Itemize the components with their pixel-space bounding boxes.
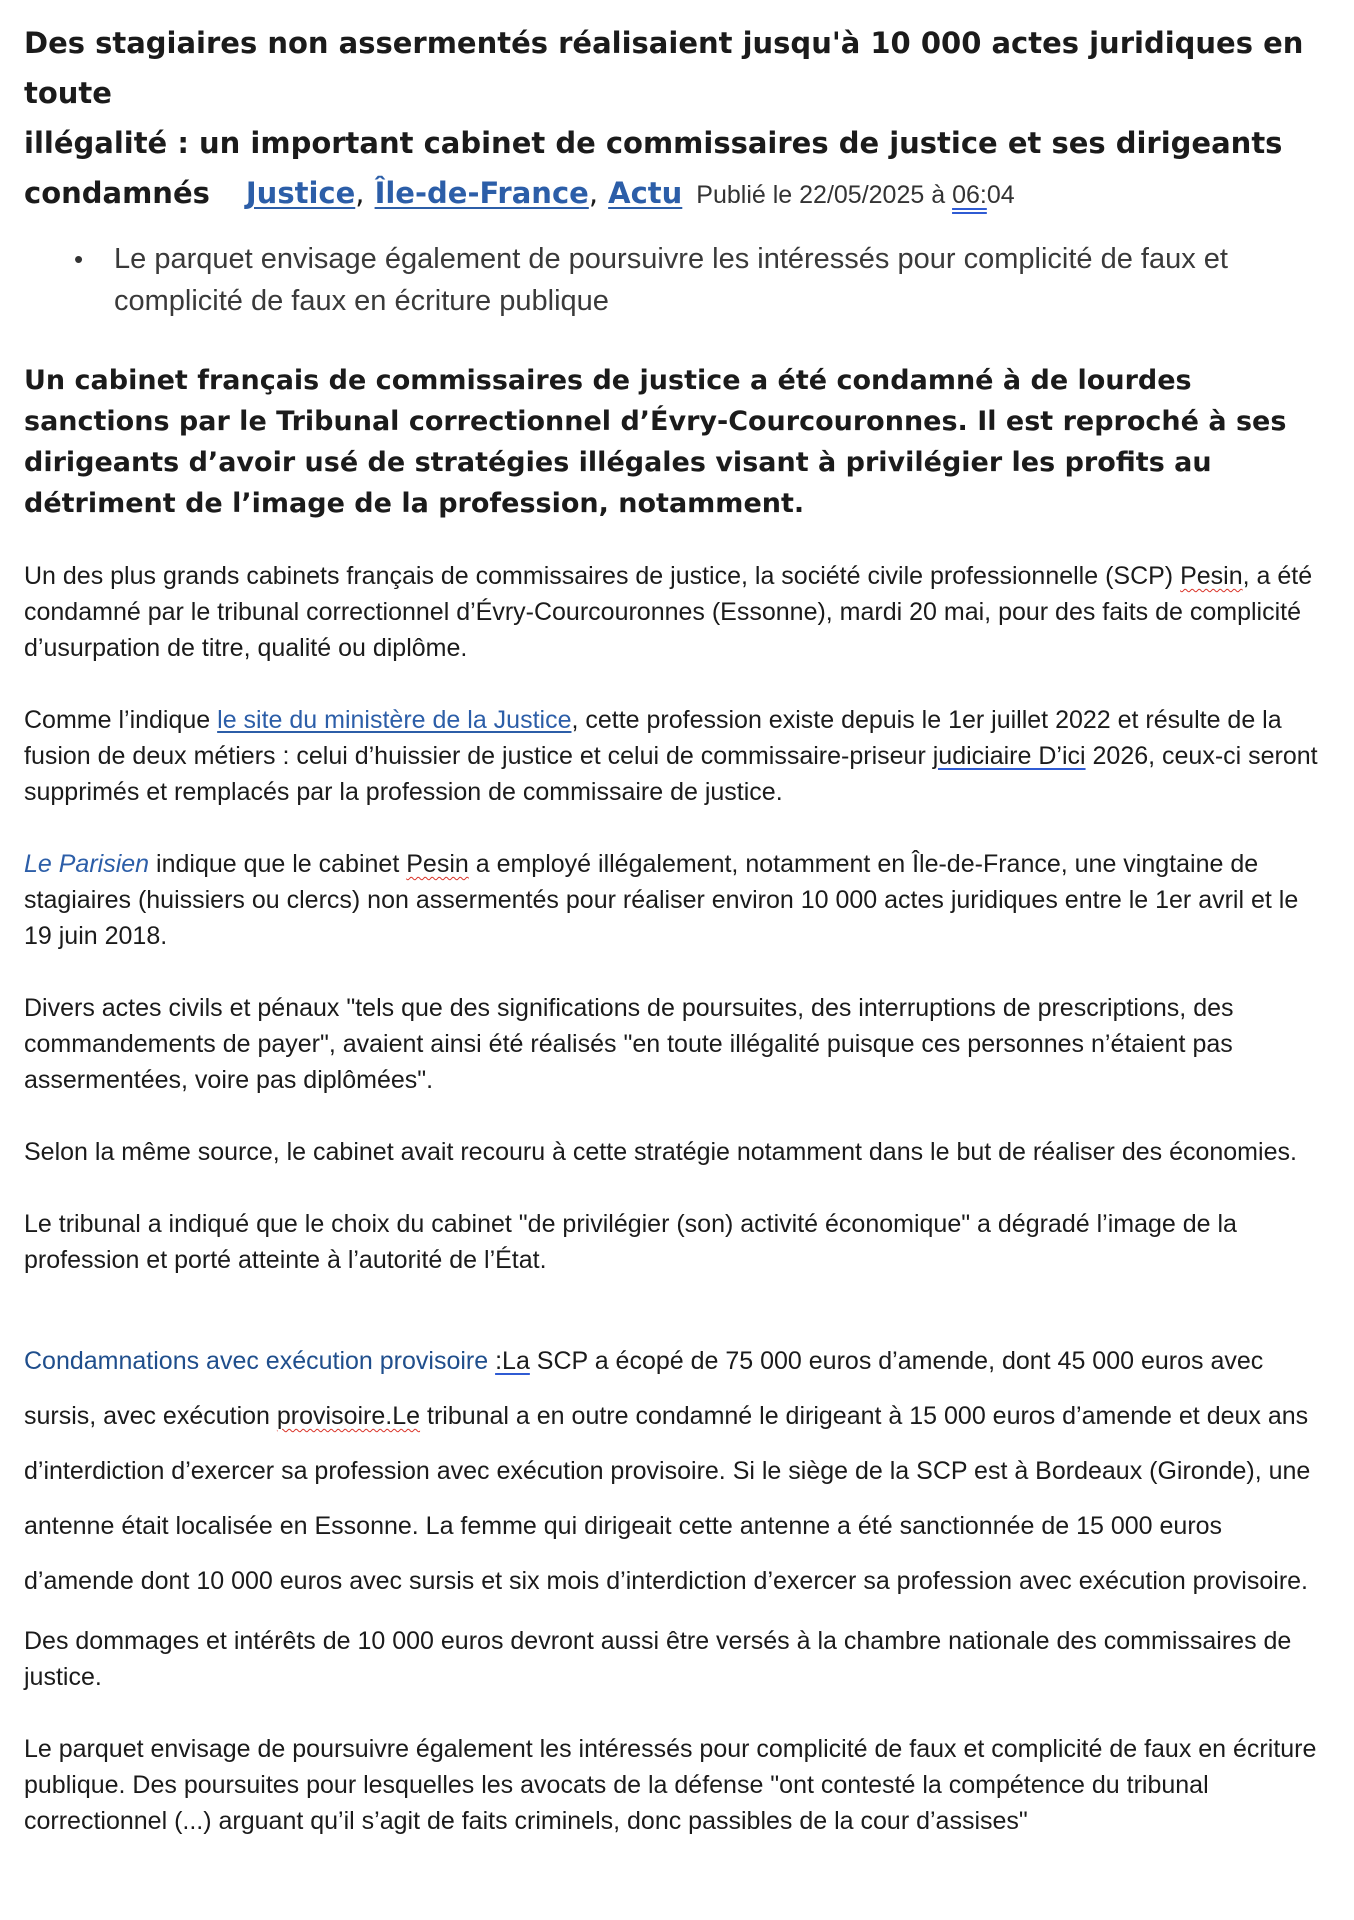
grammar-flag: :La: [495, 1347, 530, 1375]
title-line-1: Des stagiaires non assermentés réalisaient jusqu'à 10 000 actes juridiques en toute: [24, 26, 1304, 110]
article-lead: Un cabinet français de commissaires de justice a été condamné à de lourdes sanctions par le Tribunal correctionnel d’Évry-Courcouronnes. Il est reproché à ses dirigeants d’avoir usé de stratégies illégales visant à privilégier les profits au détriment de l’image de la profession, notamment.: [24, 365, 1287, 519]
paragraph-1: [24, 558, 1330, 666]
paragraph-7-text-a: SCP a écopé de 75 000 euros d’amende, dont 45 000 euros avec sursis, avec exécution: [24, 1347, 1264, 1430]
published-minute: 04: [986, 181, 1015, 209]
paragraph-4: Divers actes civils et pénaux "tels que des significations de poursuites, des interruptions de prescriptions, des commandements de payer", avaient ainsi été réalisés "en toute illégalité puisque ces personnes n’étaient pas assermentées, voire pas diplômées".: [24, 994, 1234, 1094]
paragraph-9: Le parquet envisage de poursuivre également les intéressés pour complicité de faux et complicité de faux en écriture publique. Des poursuites pour lesquelles les avocats de la défense "ont contesté la compétence du tribunal correctionnel (...) arguant qu’il s’agit de faits criminels, donc passibles de la cour d’assises": [24, 1735, 1317, 1835]
paragraph-3: [24, 846, 1330, 954]
bullet-icon: •: [74, 244, 84, 274]
published-date: [696, 181, 1014, 209]
category-link-actu[interactable]: Actu: [608, 176, 683, 210]
category-links: [246, 176, 682, 210]
source-le-parisien-link[interactable]: Le Parisien: [24, 850, 150, 878]
title-line-3: condamnés: [24, 176, 210, 210]
paragraph-3-text-b: a employé illégalement, notamment en Île-de-France, une vingtaine de stagiaires (huissiers ou clercs) non assermentés pour réaliser environ 10 000 actes juridiques entre le 1er avril et le 19 juin 2018.: [24, 850, 1299, 950]
paragraph-2-text-c: 2026, ceux-ci seront supprimés et remplacés par la profession de commissaire de justice.: [24, 742, 1318, 806]
paragraph-2-text-b: , cette profession existe depuis le 1er juillet 2022 et résulte de la fusion de deux métiers : celui d’huissier de justice et celui de commissaire-priseur: [24, 706, 1282, 770]
paragraph-8: Des dommages et intérêts de 10 000 euros devront aussi être versés à la chambre nationale des commissaires de justice.: [24, 1627, 1292, 1691]
category-link-ile-de-france[interactable]: Île-de-France: [374, 176, 589, 210]
paragraph-7-text-b: tribunal a en outre condamné le dirigeant à 15 000 euros d’amende et deux ans d’interdiction d’exercer sa profession avec exécution provisoire. Si le siège de la SCP est à Bordeaux (Gironde), une antenne était localisée en Essonne. La femme qui dirigeait cette antenne a été sanctionnée de 15 000 euros d’amende dont 10 000 euros avec sursis et six mois d’interdiction d’exercer sa profession avec exécution provisoire.: [24, 1402, 1311, 1595]
paragraph-1-text-b: , a été condamné par le tribunal correctionnel d’Évry-Courcouronnes (Essonne), mardi 20 mai, pour des faits de complicité d’usurpation de titre, qualité ou diplôme.: [24, 562, 1313, 662]
paragraph-7: [24, 1334, 1330, 1609]
paragraph-1-text-a: Un des plus grands cabinets français de commissaires de justice, la société civile professionnelle (SCP): [24, 562, 1181, 590]
ministry-justice-link[interactable]: le site du ministère de la Justice: [217, 706, 572, 734]
paragraph-5: Selon la même source, le cabinet avait recouru à cette stratégie notamment dans le but de réaliser des économies.: [24, 1138, 1297, 1166]
paragraph-6: Le tribunal a indiqué que le choix du cabinet "de privilégier (son) activité économique" a dégradé l’image de la profession et porté atteinte à l’autorité de l’État.: [24, 1210, 1237, 1274]
category-separator: ,: [588, 176, 599, 210]
published-prefix: Publié le 22/05/2025 à: [696, 181, 953, 209]
paragraph-2-text-a: Comme l’indique: [24, 706, 218, 734]
grammar-flag: judiciaire D’ici: [932, 742, 1086, 770]
key-point-item: [74, 238, 1330, 322]
condemnations-label: Condamnations avec exécution provisoire: [24, 1347, 496, 1375]
paragraph-3-text-a: indique que le cabinet: [149, 850, 407, 878]
published-hour: 06:: [952, 181, 987, 209]
key-points-list: [24, 238, 1330, 322]
paragraph-2: [24, 702, 1330, 810]
spellcheck-word: provisoire.Le: [276, 1402, 421, 1430]
category-separator: ,: [355, 176, 365, 210]
spellcheck-word: Pesin: [406, 850, 469, 878]
spellcheck-word: Pesin: [1180, 562, 1243, 590]
title-line-2: illégalité : un important cabinet de commissaires de justice et ses dirigeants: [24, 126, 1283, 160]
key-point-text: Le parquet envisage également de poursuivre les intéressés pour complicité de faux et complicité de faux en écriture publique: [114, 243, 1228, 317]
category-link-justice[interactable]: Justice: [245, 176, 356, 210]
article-title: [24, 18, 1330, 220]
